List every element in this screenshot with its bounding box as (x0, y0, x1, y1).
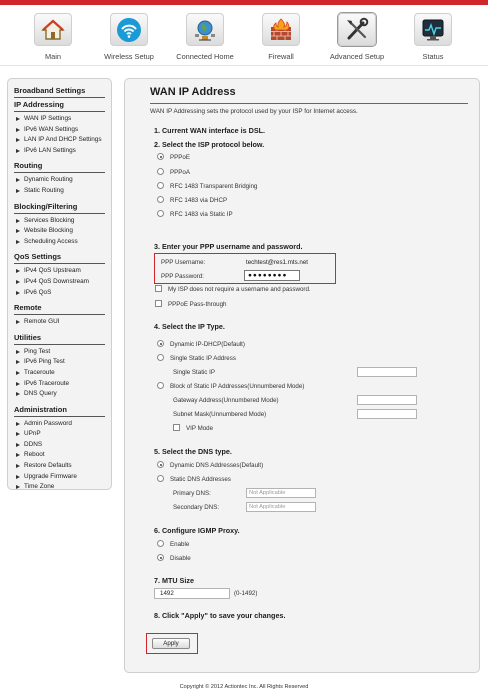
step-4-heading: 4. Select the IP Type. (154, 322, 225, 331)
option-label: Dynamic DNS Addresses(Default) (170, 462, 264, 469)
radio-pppoe[interactable] (157, 153, 164, 160)
sidebar-item-lan-ip-dhcp[interactable]: LAN IP And DHCP Settings (14, 135, 105, 146)
step-7-heading: 7. MTU Size (154, 576, 194, 585)
sidebar-heading-broadband[interactable]: Broadband Settings (14, 86, 105, 98)
step-6-heading: 6. Configure IGMP Proxy. (154, 526, 240, 535)
primary-dns-input[interactable]: Not Applicable (246, 488, 316, 498)
radio-ip-dhcp[interactable] (157, 340, 164, 347)
globe-icon (186, 13, 224, 46)
option-label: Block of Static IP Addresses(Unnumbered Mode) (170, 383, 305, 390)
sidebar-item-dns-query[interactable]: DNS Query (14, 389, 105, 400)
sidebar-group-utilities (14, 333, 105, 400)
step-3-heading: 3. Enter your PPP username and password. (154, 242, 303, 251)
sidebar-item-remote-gui[interactable]: Remote GUI (14, 317, 105, 328)
ppp-username-label: PPP Username: (161, 259, 206, 266)
option-label: PPPoE (170, 154, 190, 161)
sidebar-heading: Utilities (14, 333, 105, 345)
sidebar-heading: Routing (14, 161, 105, 173)
sidebar-group-remote (14, 303, 105, 328)
radio-bridging[interactable] (157, 182, 164, 189)
nav-wireless-setup[interactable] (93, 13, 165, 61)
option-label: PPPoE Pass-through (168, 301, 227, 308)
nav-label: Main (44, 52, 62, 61)
step-5-heading: 5. Select the DNS type. (154, 447, 232, 456)
apply-button[interactable]: Apply (152, 638, 190, 649)
footer-copyright: Copyright © 2012 Actiontec Inc. All Rights Reserved (179, 684, 309, 690)
protocol-option-pppoe[interactable] (157, 153, 190, 162)
radio-rfc-dhcp[interactable] (157, 196, 164, 203)
passthrough-checkbox[interactable] (155, 300, 162, 307)
nav-label: Status (422, 52, 444, 61)
option-label: RFC 1483 Transparent Bridging (170, 183, 258, 190)
sidebar-group-ip-addressing (14, 100, 105, 156)
nav-divider (0, 65, 488, 66)
top-navigation (0, 5, 488, 65)
ip-type-block-static-option[interactable] (157, 382, 304, 391)
sidebar-item-ipv6-wan-settings[interactable]: IPv6 WAN Settings (14, 125, 105, 136)
radio-pppoa[interactable] (157, 168, 164, 175)
dns-static-option[interactable] (157, 475, 231, 484)
radio-rfc-static[interactable] (157, 210, 164, 217)
sidebar-item-website-blocking[interactable]: Website Blocking (14, 226, 105, 237)
step-1-heading: 1. Current WAN interface is DSL. (154, 126, 266, 135)
sidebar-group-routing (14, 161, 105, 196)
vip-mode-checkbox[interactable] (173, 424, 180, 431)
sidebar-item-ipv6-qos[interactable]: IPv6 QoS (14, 288, 105, 299)
subnet-mask-input[interactable] (357, 409, 417, 419)
sidebar-heading: IP Addressing (14, 100, 105, 112)
sidebar-item-upnp[interactable]: UPnP (14, 429, 105, 440)
option-label: Disable (170, 555, 191, 562)
sidebar-item-traceroute[interactable]: Traceroute (14, 368, 105, 379)
sidebar-item-time-zone[interactable]: Time Zone (14, 482, 105, 493)
nav-firewall[interactable] (245, 13, 317, 61)
single-static-ip-label: Single Static IP (173, 369, 215, 376)
radio-dns-dynamic[interactable] (157, 461, 164, 468)
sidebar-heading: Remote (14, 303, 105, 315)
house-icon (34, 13, 72, 46)
wifi-icon (110, 13, 148, 46)
ppp-password-label: PPP Password: (161, 273, 204, 280)
protocol-option-bridging[interactable] (157, 182, 257, 191)
sidebar-item-dynamic-routing[interactable]: Dynamic Routing (14, 175, 105, 186)
monitor-icon (414, 13, 452, 46)
igmp-enable-option[interactable] (157, 540, 189, 549)
option-label: Dynamic IP-DHCP(Default) (170, 341, 245, 348)
sidebar-item-restore-defaults[interactable]: Restore Defaults (14, 461, 105, 472)
mtu-size-input[interactable]: 1492 (154, 588, 230, 599)
protocol-option-pppoa[interactable] (157, 168, 190, 177)
option-label: Single Static IP Address (170, 355, 236, 362)
radio-ip-single-static[interactable] (157, 354, 164, 361)
sidebar-item-static-routing[interactable]: Static Routing (14, 186, 105, 197)
radio-igmp-enable[interactable] (157, 540, 164, 547)
subnet-mask-label: Subnet Mask(Unnumbered Mode) (173, 411, 267, 418)
nav-label: Wireless Setup (104, 52, 154, 61)
mtu-range-label: (0-1492) (234, 590, 258, 597)
sidebar-item-ping-test[interactable]: Ping Test (14, 347, 105, 358)
sidebar-item-ipv4-qos-upstream[interactable]: IPv4 QoS Upstream (14, 266, 105, 277)
secondary-dns-input[interactable]: Not Applicable (246, 502, 316, 512)
option-label: Enable (170, 541, 190, 548)
no-login-option[interactable] (155, 285, 311, 294)
sidebar (7, 78, 112, 490)
sidebar-heading: Administration (14, 405, 105, 417)
sidebar-item-wan-ip-settings[interactable]: WAN IP Settings (14, 114, 105, 125)
sidebar-group-administration (14, 405, 105, 493)
sidebar-item-ddns[interactable]: DDNS (14, 440, 105, 451)
secondary-dns-label: Secondary DNS: (173, 504, 220, 511)
title-divider (150, 103, 468, 104)
main-panel (124, 78, 480, 673)
radio-ip-block-static[interactable] (157, 382, 164, 389)
step-2-heading: 2. Select the ISP protocol below. (154, 140, 265, 149)
option-label: VIP Mode (186, 425, 214, 432)
tools-icon (338, 13, 376, 46)
page-intro: WAN IP Addressing sets the protocol used by your ISP for Internet access. (150, 108, 358, 115)
protocol-option-static[interactable] (157, 210, 233, 219)
ip-type-single-static-option[interactable] (157, 354, 236, 363)
firewall-icon (262, 13, 300, 46)
sidebar-item-ipv6-traceroute[interactable]: IPv6 Traceroute (14, 379, 105, 390)
igmp-disable-option[interactable] (157, 554, 191, 563)
sidebar-group-blocking (14, 202, 105, 248)
protocol-option-dhcp[interactable] (157, 196, 227, 205)
page-title: WAN IP Address (150, 86, 236, 98)
ip-type-dhcp-option[interactable] (157, 340, 245, 349)
sidebar-item-services-blocking[interactable]: Services Blocking (14, 216, 105, 227)
nav-main[interactable] (17, 13, 89, 61)
vip-mode-option[interactable] (173, 424, 213, 433)
radio-igmp-disable[interactable] (157, 554, 164, 561)
primary-dns-label: Primary DNS: (173, 490, 211, 497)
nav-advanced-setup[interactable] (321, 13, 393, 61)
gateway-address-input[interactable] (357, 395, 417, 405)
step-8-heading: 8. Click "Apply" to save your changes. (154, 611, 286, 620)
sidebar-item-reboot[interactable]: Reboot (14, 450, 105, 461)
ppp-username-field[interactable]: techtest@res1.mts.net (246, 259, 308, 266)
sidebar-heading: Blocking/Filtering (14, 202, 105, 214)
sidebar-item-scheduling-access[interactable]: Scheduling Access (14, 237, 105, 248)
nav-label: Firewall (268, 52, 294, 61)
sidebar-item-ipv6-ping-test[interactable]: IPv6 Ping Test (14, 357, 105, 368)
option-label: RFC 1483 via DHCP (170, 197, 228, 204)
sidebar-item-ipv6-lan-settings[interactable]: IPv6 LAN Settings (14, 146, 105, 157)
sidebar-item-ipv4-qos-downstream[interactable]: IPv4 QoS Downstream (14, 277, 105, 288)
pppoe-passthrough-option[interactable] (155, 300, 226, 309)
nav-connected-home[interactable] (169, 13, 241, 61)
sidebar-heading: QoS Settings (14, 252, 105, 264)
dns-dynamic-option[interactable] (157, 461, 263, 470)
radio-dns-static[interactable] (157, 475, 164, 482)
nav-status[interactable] (397, 13, 469, 61)
option-label: My ISP does not require a username and password. (168, 286, 311, 293)
nav-label: Advanced Setup (329, 52, 385, 61)
nav-label: Connected Home (176, 52, 234, 61)
ppp-password-field[interactable]: ●●●●●●●● (244, 270, 300, 281)
gateway-address-label: Gateway Address(Unnumbered Mode) (173, 397, 279, 404)
option-label: PPPoA (170, 169, 190, 176)
no-login-checkbox[interactable] (155, 285, 162, 292)
single-static-ip-input[interactable] (357, 367, 417, 377)
option-label: Static DNS Addresses (170, 476, 231, 483)
sidebar-item-admin-password[interactable]: Admin Password (14, 419, 105, 430)
option-label: RFC 1483 via Static IP (170, 211, 233, 218)
sidebar-item-upgrade-firmware[interactable]: Upgrade Firmware (14, 472, 105, 483)
sidebar-group-qos (14, 252, 105, 298)
